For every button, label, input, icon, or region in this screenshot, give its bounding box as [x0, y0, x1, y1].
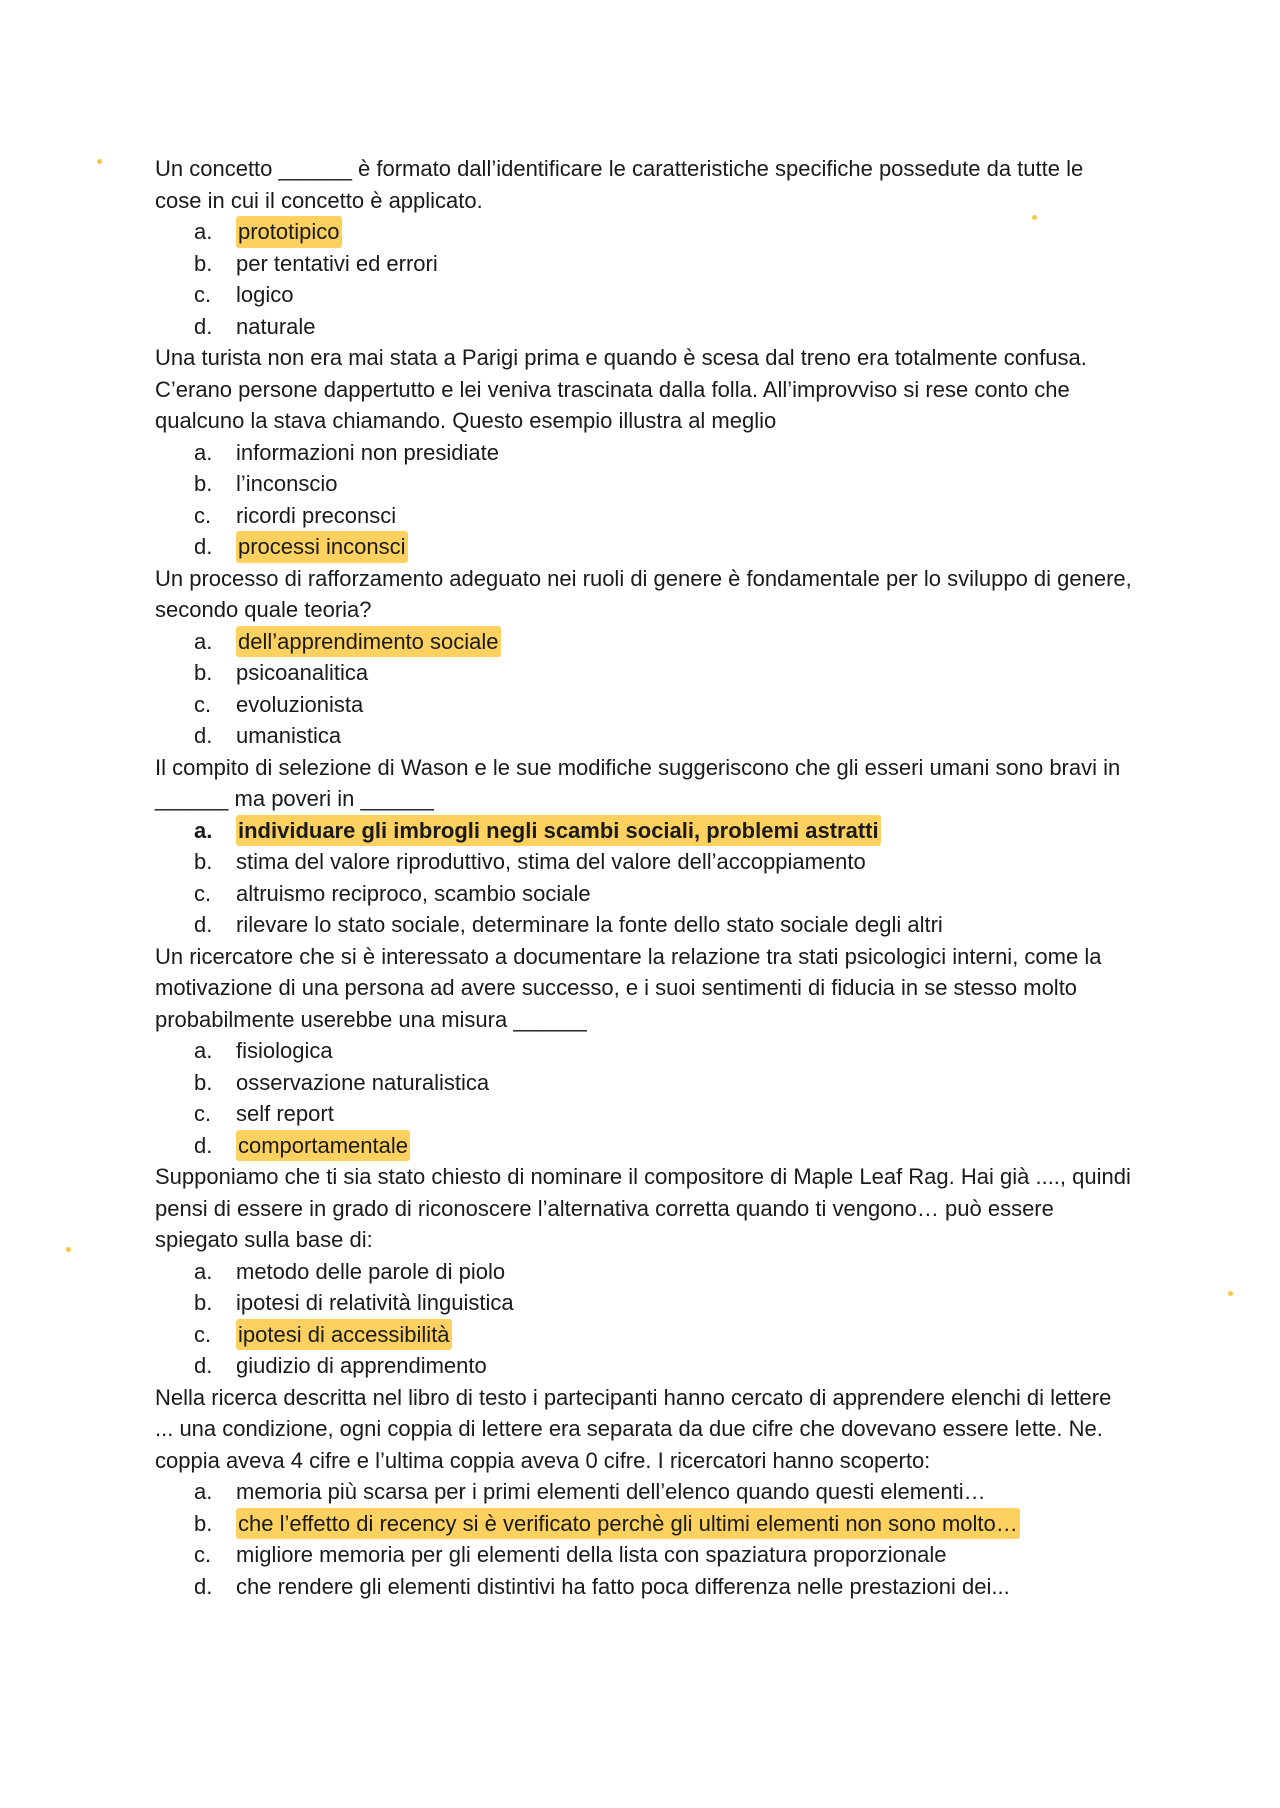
question-block: [155, 342, 1135, 563]
option-letter: a.: [194, 817, 213, 843]
decorative-dot: [66, 1247, 71, 1252]
option-text: migliore memoria per gli elementi della lista con spaziatura proporzionale: [236, 1542, 947, 1567]
question-text: Supponiamo che ti sia stato chiesto di nominare il compositore di Maple Leaf Rag. Hai già ...., quindi pensi di essere in grado di riconoscere l’alternativa corretta quando ti vengono… può essere spiegato sulla base di:: [155, 1164, 1131, 1252]
option-text: umanistica: [236, 723, 342, 748]
option-text: metodo delle parole di piolo: [236, 1258, 506, 1284]
options-list: [155, 1476, 1135, 1602]
option-letter: d.: [194, 1132, 213, 1158]
option-text: ipotesi di accessibilità: [236, 1319, 452, 1351]
answer-option: [155, 500, 1135, 532]
answer-option-highlighted: [155, 216, 1135, 248]
answer-option: [155, 248, 1135, 280]
option-text: dell’apprendimento sociale: [236, 626, 501, 658]
option-letter: d.: [194, 912, 213, 937]
option-letter: c.: [194, 1542, 212, 1567]
options-list: [155, 216, 1135, 342]
option-letter: d.: [194, 313, 213, 339]
option-text: fisiologica: [236, 1038, 333, 1063]
answer-option: [155, 1035, 1135, 1067]
answer-option: [155, 1287, 1135, 1319]
answer-option: [155, 468, 1135, 500]
answer-option: [155, 1256, 1135, 1288]
option-letter: a.: [194, 439, 213, 465]
option-letter: d.: [194, 1573, 213, 1599]
option-text: individuare gli imbrogli negli scambi sociali, problemi astratti: [236, 815, 881, 847]
question-block: [155, 1382, 1135, 1603]
option-text: comportamentale: [236, 1130, 410, 1162]
option-text: che l’effetto di recency si è verificato perchè gli ultimi elementi non sono molto…: [236, 1508, 1020, 1540]
option-text: giudizio di apprendimento: [236, 1353, 487, 1378]
option-letter: c.: [194, 1101, 212, 1126]
option-letter: b.: [194, 1290, 213, 1315]
options-list: [155, 1256, 1135, 1382]
answer-option: [155, 1098, 1135, 1130]
question-block: [155, 563, 1135, 752]
answer-option-highlighted: [155, 626, 1135, 658]
answer-option: [155, 909, 1135, 941]
option-letter: d.: [194, 1353, 213, 1378]
option-letter: b.: [194, 660, 213, 685]
option-letter: a.: [194, 628, 213, 654]
option-text: psicoanalitica: [236, 660, 369, 685]
question-text: Nella ricerca descritta nel libro di testo i partecipanti hanno cercato di apprendere elenchi di lettere ... una condizione, ogni coppia di lettere era separata da due cifre che dovevano essere lette. Ne. coppia aveva 4 cifre e l’ultima coppia aveva 0 cifre. I ricercatori hanno scoperto:: [155, 1384, 1112, 1473]
answer-option: [155, 311, 1135, 343]
question-text: Il compito di selezione di Wason e le sue modifiche suggeriscono che gli esseri umani sono bravi in ______ ma poveri in ______: [155, 754, 1121, 811]
option-letter: c.: [194, 880, 212, 906]
option-letter: b.: [194, 849, 213, 874]
option-letter: a.: [194, 1258, 213, 1284]
answer-option-highlighted: [155, 1130, 1135, 1162]
options-list: [155, 437, 1135, 563]
option-text: ricordi preconsci: [236, 502, 397, 528]
answer-option: [155, 1476, 1135, 1508]
option-text: che rendere gli elementi distintivi ha fatto poca differenza nelle prestazioni dei...: [236, 1573, 1010, 1599]
question-text: Un concetto ______ è formato dall’identificare le caratteristiche specifiche possedute da tutte le cose in cui il concetto è applicato.: [155, 156, 1084, 213]
option-letter: a.: [194, 1038, 213, 1063]
option-text: informazioni non presidiate: [236, 439, 499, 465]
question-text: Una turista non era mai stata a Parigi prima e quando è scesa dal treno era totalmente confusa. C’erano persone dappertutto e lei veniva trascinata dalla folla. All’improvviso si rese conto che qualcuno la stava chiamando. Questo esempio illustra al meglio: [155, 345, 1087, 433]
option-text: naturale: [236, 313, 316, 339]
options-list: [155, 626, 1135, 752]
answer-option-highlighted: [155, 531, 1135, 563]
option-letter: d.: [194, 723, 213, 748]
option-letter: b.: [194, 1069, 213, 1095]
answer-option: [155, 1350, 1135, 1382]
answer-option: [155, 846, 1135, 878]
option-text: self report: [236, 1101, 334, 1126]
answer-option: [155, 1067, 1135, 1099]
decorative-dot: [97, 159, 102, 164]
option-text: ipotesi di relatività linguistica: [236, 1290, 514, 1315]
answer-option: [155, 689, 1135, 721]
option-text: rilevare lo stato sociale, determinare la fonte dello stato sociale degli altri: [236, 912, 943, 937]
answer-option: [155, 279, 1135, 311]
option-letter: c.: [194, 691, 212, 717]
option-letter: c.: [194, 502, 212, 528]
option-text: altruismo reciproco, scambio sociale: [236, 880, 591, 906]
option-text: l’inconscio: [236, 471, 338, 496]
option-letter: b.: [194, 471, 213, 496]
answer-option: [155, 878, 1135, 910]
option-text: osservazione naturalistica: [236, 1069, 490, 1095]
option-text: per tentativi ed errori: [236, 250, 438, 276]
option-letter: c.: [194, 282, 212, 307]
question-block: [155, 153, 1135, 342]
answer-option: [155, 1571, 1135, 1603]
option-letter: a.: [194, 1479, 213, 1504]
answer-option: [155, 437, 1135, 469]
question-block: [155, 752, 1135, 941]
question-text: Un processo di rafforzamento adeguato nei ruoli di genere è fondamentale per lo sviluppo di genere, secondo quale teoria?: [155, 565, 1132, 622]
question-text: Un ricercatore che si è interessato a documentare la relazione tra stati psicologici interni, come la motivazione di una persona ad avere successo, e i suoi sentimenti di fiducia in se stesso molto probabilmente userebbe una misura ______: [155, 943, 1102, 1032]
option-text: memoria più scarsa per i primi elementi dell’elenco quando questi elementi…: [236, 1479, 986, 1504]
option-text: evoluzionista: [236, 691, 364, 717]
answer-option: [155, 1539, 1135, 1571]
option-text: prototipico: [236, 216, 342, 248]
option-letter: d.: [194, 534, 213, 559]
answer-option-highlighted: [155, 1508, 1135, 1540]
answer-option: [155, 720, 1135, 752]
option-letter: c.: [194, 1321, 212, 1347]
option-text: processi inconsci: [236, 531, 408, 563]
option-letter: a.: [194, 219, 213, 244]
question-block: [155, 941, 1135, 1162]
option-text: logico: [236, 282, 294, 307]
option-letter: b.: [194, 250, 213, 276]
decorative-dot: [1228, 1291, 1233, 1296]
options-list: [155, 815, 1135, 941]
answer-option: [155, 657, 1135, 689]
options-list: [155, 1035, 1135, 1161]
option-text: stima del valore riproduttivo, stima del valore dell’accoppiamento: [236, 849, 866, 874]
answer-option-highlighted: [155, 1319, 1135, 1351]
option-letter: b.: [194, 1510, 213, 1536]
answer-option-highlighted: [155, 815, 1135, 847]
quiz-page: [155, 153, 1135, 1602]
question-block: [155, 1161, 1135, 1382]
